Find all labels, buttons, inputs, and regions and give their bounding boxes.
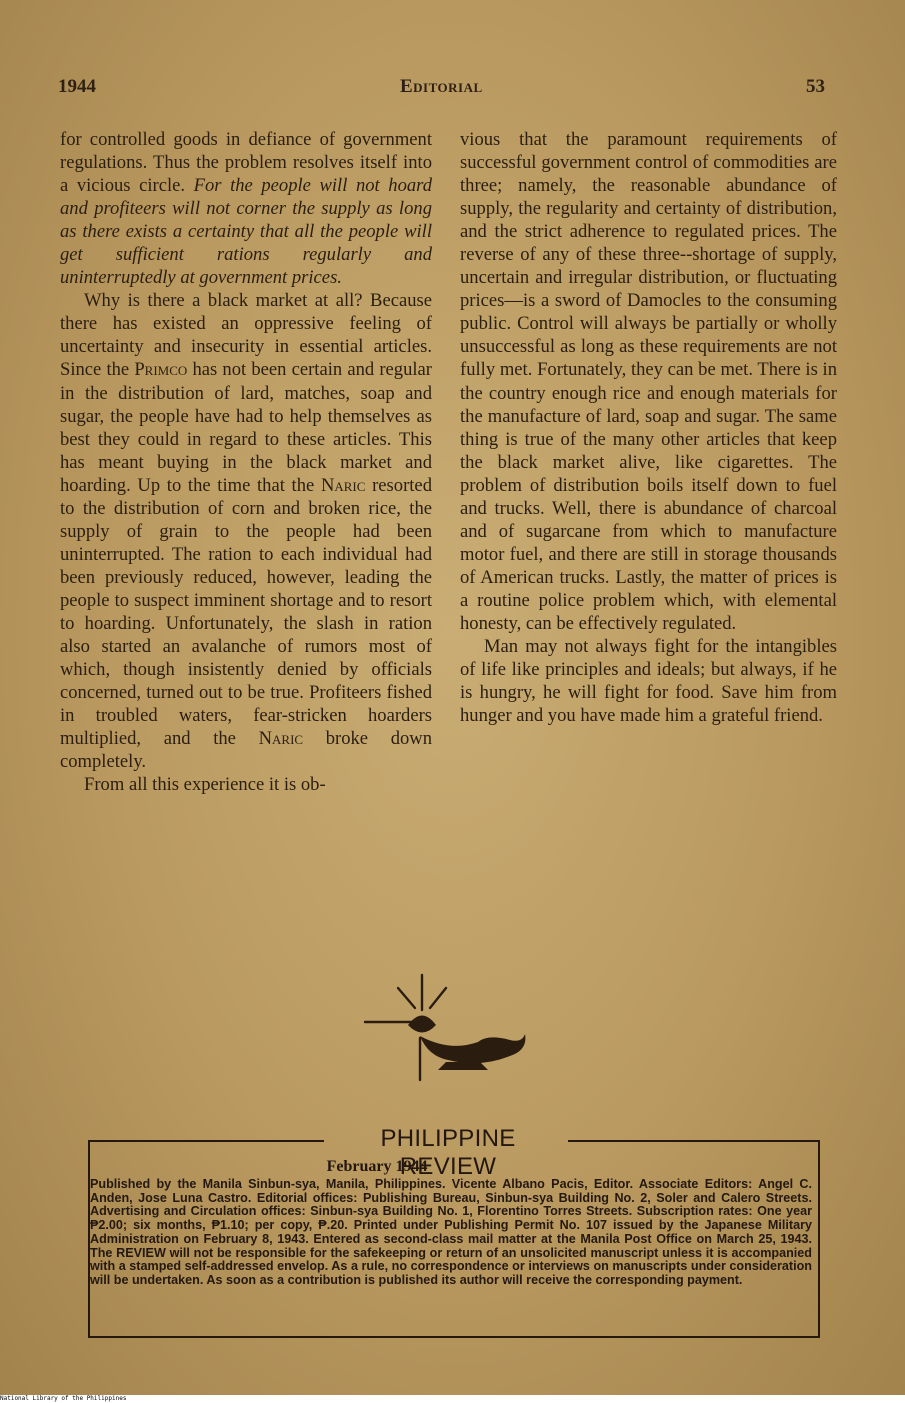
agency-name: Naric (258, 728, 304, 750)
publication-notice: Published by the Manila Sinbun-sya, Manila, Philippines. Vicente Albano Pacis, Editor. Associate Editors: Angel C. Anden, Jose Luna Castro. Editorial offices: Publishing Bureau, Sinbun-sya Building No. 2, Soler and Calero Streets. Advertising and Circulation offices: Sinbun-sya Building No. 1, Florentino Torres Streets. Subscription rates: One year ₱2.00; six months, ₱1.10; per copy, ₱.20. Printed under Publishing Permit No. 107 issued by the Japanese Military Administration on February 8, 1943. Entered as second-class mail matter at the Manila Post Office on March 25, 1943. The REVIEW will not be responsible for the safekeeping or return of an unsolicited manuscript unless it is accompanied with a stamped self-addressed envelop. As a rule, no correspondence or interviews on manuscripts under consideration will be undertaken. As soon as a contribution is published its author will receive the corresponding payment. (90, 1177, 812, 1287)
masthead-title: PHILIPPINE REVIEW (380, 1125, 516, 1180)
paragraph: Why is there a black market at all? Because there has existed an oppressive feeling of uncertainty and insecurity in essential articles. Since the Primco has not been certain and regular in the distribution of lard, matches, soap and sugar, the people have had to help themselves as best they could in regard to these articles. This has meant buying in the black market and hoarding. Up to the time that the Naric resorted to the distribution of corn and broken rice, the supply of grain to the people had been uninterrupted. The ration to each individual had been previously reduced, however, leading the people to suspect imminent shortage and to resort to hoarding. Unfortunately, the slash in ration also started an avalanche of rumors most of which, though insistently denied by officials concerned, turned out to be true. Profiteers fished in troubled waters, fear-stricken hoarders multiplied, and the Naric broke down completely. (60, 290, 433, 773)
masthead-box (88, 1125, 820, 1340)
issue-date: February 1944 (326, 1158, 428, 1175)
paragraph: vious that the paramount requirements of successful government control of commodities are three; namely, the reasonable abundance of supply, the regularity and certainty of distribution, and the strict adherence to regulated prices. The reverse of any of these three--shortage of supply, uncertain and irregular distribution, or fluctuating prices—is a sword of Damocles to the consuming public. Control will always be partially or wholly unsuccessful as long as these requirements are not fully met. Fortunately, they can be met. There is in the country enough rice and enough materials for the manufacture of lard, soap and sugar. The same thing is true of the many other articles that keep the black market alive, like cigarettes. The problem of distribution boils itself down to fuel and trucks. Well, there is abundance of charcoal and of sugarcane from which to manufacture motor fuel, and there are still in storage thousands of American trucks. Lastly, the matter of prices is a routine police problem which, with elemental honesty, can be effectively regulated. (460, 129, 837, 634)
paragraph: for controlled goods in defiance of government regulations. Thus the problem resolves itself into a vicious circle. For the people will not hoard and profiteers will not corner the supply as long as there exists a certainty that all the people will get sufficient rations regularly and uninterruptedly at government prices. (60, 129, 433, 289)
paragraph: From all this experience it is ob- (84, 774, 326, 796)
agency-name: Primco (134, 359, 188, 381)
header-year: 1944 (58, 76, 96, 97)
library-credit: National Library of the Philippines (0, 1395, 127, 1402)
scan-footer (0, 1395, 905, 1403)
text-column-right (460, 128, 837, 727)
agency-name: Naric (320, 474, 366, 496)
text-column-left (60, 128, 432, 796)
italic-passage: For the people will not hoard and profiteers will not corner the supply as long as there exists a certainty that all the people will get sufficient rations regularly and uninterruptedly at government prices. (60, 175, 433, 289)
page-number: 53 (806, 76, 825, 97)
paragraph: Man may not always fight for the intangibles of life like principles and ideals; but always, if he is hungry, he will fight for food. Save him from hunger and you have made him a grateful friend. (460, 636, 837, 727)
lamp-of-learning-icon (360, 970, 530, 1085)
page-header (58, 76, 825, 104)
header-section-title: Editorial (400, 76, 483, 97)
